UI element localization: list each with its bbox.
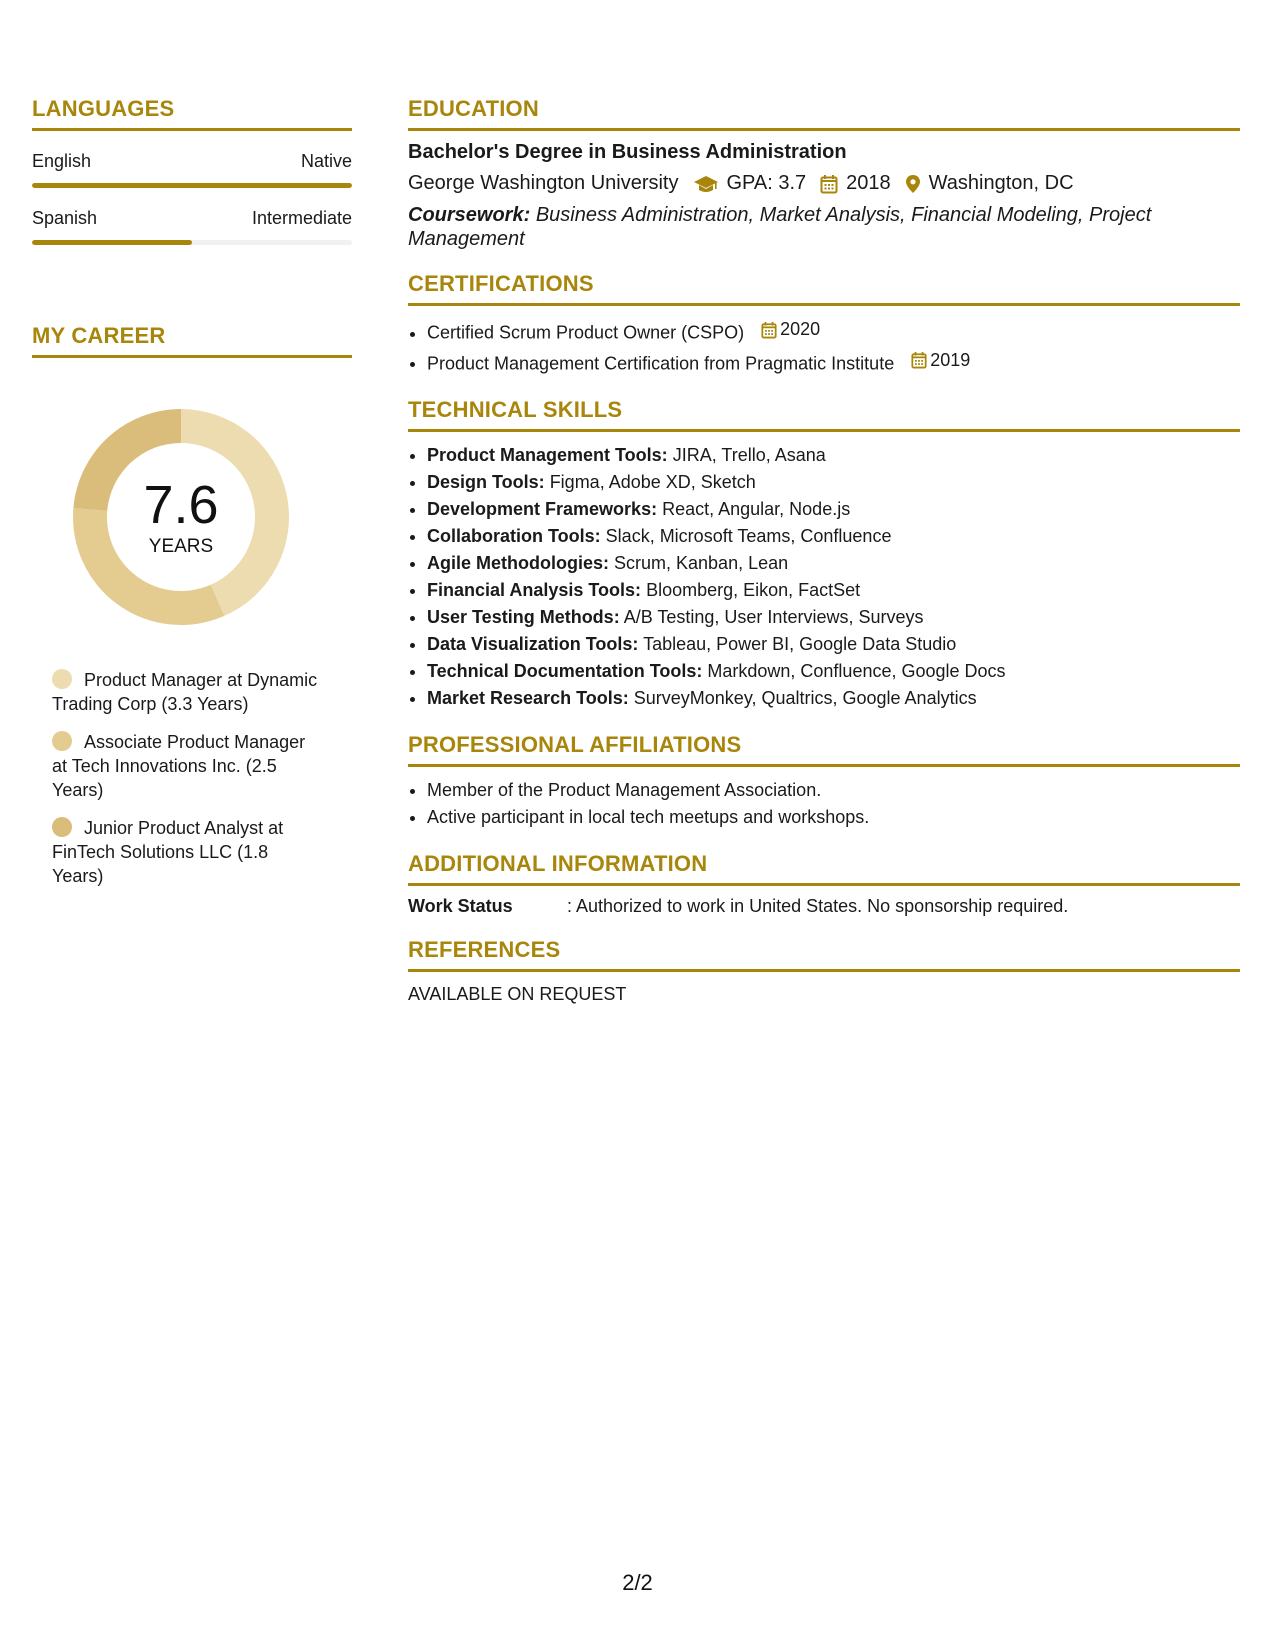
skills-list [408, 442, 1240, 712]
languages-title: LANGUAGES [32, 96, 352, 131]
career-donut-chart [66, 402, 296, 632]
education-meta [408, 172, 1240, 195]
references-text: AVAILABLE ON REQUEST [408, 984, 627, 1004]
language-level-bar [32, 183, 352, 188]
education-section [408, 96, 1240, 251]
certifications-title: CERTIFICATIONS [408, 271, 1240, 306]
career-title: MY CAREER [32, 323, 352, 358]
coursework-list: Business Administration, Market Analysis, Financial Modeling, Project Management [408, 204, 1152, 250]
gpa: GPA: 3.7 [726, 172, 807, 194]
left-column [32, 96, 352, 902]
language-name: English [32, 151, 92, 171]
calendar-icon [761, 321, 777, 339]
skill-item: • Development Frameworks: React, Angular, Node.js [427, 496, 1240, 523]
references-title: REFERENCES [408, 937, 1240, 972]
location-pin-icon [905, 174, 921, 194]
legend-dot [52, 817, 72, 837]
career-legend [52, 668, 322, 888]
career-legend-item: Product Manager at Dynamic Trading Corp (3.3 Years) [52, 670, 318, 714]
language-level-fill [32, 183, 352, 188]
degree-title: Bachelor's Degree in Business Administration [408, 141, 847, 163]
skill-item: • Technical Documentation Tools: Markdown, Confluence, Google Docs [427, 658, 1240, 685]
school-location: Washington, DC [928, 172, 1074, 194]
graduation-year: 2018 [846, 172, 891, 194]
certification-year: 2020 [780, 319, 821, 339]
skill-item: • Design Tools: Figma, Adobe XD, Sketch [427, 469, 1240, 496]
language-name: Spanish [32, 208, 98, 228]
certifications-section [408, 271, 1240, 377]
skill-item: • Agile Methodologies: Scrum, Kanban, Lean [427, 550, 1240, 577]
skill-item: • Data Visualization Tools: Tableau, Power BI, Google Data Studio [427, 631, 1240, 658]
skill-item: • Market Research Tools: SurveyMonkey, Qualtrics, Google Analytics [427, 685, 1240, 712]
career-legend-item: Junior Product Analyst at FinTech Solutions LLC (1.8 Years) [52, 818, 284, 886]
legend-dot [52, 731, 72, 751]
certification-item: • Product Management Certification from Pragmatic Institute 2019 [427, 347, 1240, 378]
work-status-value: : Authorized to work in United States. No sponsorship required. [567, 896, 1069, 916]
additional-title: ADDITIONAL INFORMATION [408, 851, 1240, 886]
skill-item: • Product Management Tools: JIRA, Trello, Asana [427, 442, 1240, 469]
skill-item: • Collaboration Tools: Slack, Microsoft Teams, Confluence [427, 523, 1240, 550]
skill-item: • Financial Analysis Tools: Bloomberg, Eikon, FactSet [427, 577, 1240, 604]
affiliation-item: • Member of the Product Management Association. [427, 777, 1240, 804]
affiliation-item: • Active participant in local tech meetups and workshops. [427, 804, 1240, 831]
right-column [408, 96, 1240, 1025]
legend-dot [52, 669, 72, 689]
affiliations-list [408, 777, 1240, 831]
career-years-unit: YEARS [148, 536, 214, 557]
career-legend-item: Associate Product Manager at Tech Innovations Inc. (2.5 Years) [52, 732, 306, 800]
references-section [408, 937, 1240, 1005]
language-item [32, 151, 352, 188]
certification-year: 2019 [930, 349, 971, 370]
school-name: George Washington University [408, 172, 679, 194]
education-title: EDUCATION [408, 96, 1240, 131]
coursework-label: Coursework: [408, 204, 531, 226]
calendar-icon [820, 174, 838, 194]
skill-item: • User Testing Methods: A/B Testing, User Interviews, Surveys [427, 604, 1240, 631]
certifications-list [408, 316, 1240, 377]
skills-title: TECHNICAL SKILLS [408, 397, 1240, 432]
language-level: Intermediate [251, 208, 352, 228]
career-total-years: 7.6 [143, 475, 219, 535]
language-item [32, 208, 352, 245]
page-number: 2/2 [622, 1570, 653, 1595]
work-status-row [408, 896, 1240, 917]
affiliations-section [408, 732, 1240, 831]
calendar-icon [911, 351, 927, 369]
language-level-bar [32, 240, 352, 245]
certification-item: • Certified Scrum Product Owner (CSPO) 2020 [427, 316, 1240, 347]
coursework [408, 203, 1240, 251]
additional-section [408, 851, 1240, 917]
affiliations-title: PROFESSIONAL AFFILIATIONS [408, 732, 1240, 767]
language-level-fill [32, 240, 192, 245]
graduation-cap-icon [693, 174, 719, 194]
language-level: Native [300, 151, 352, 171]
work-status-label: Work Status [408, 896, 513, 916]
skills-section [408, 397, 1240, 712]
